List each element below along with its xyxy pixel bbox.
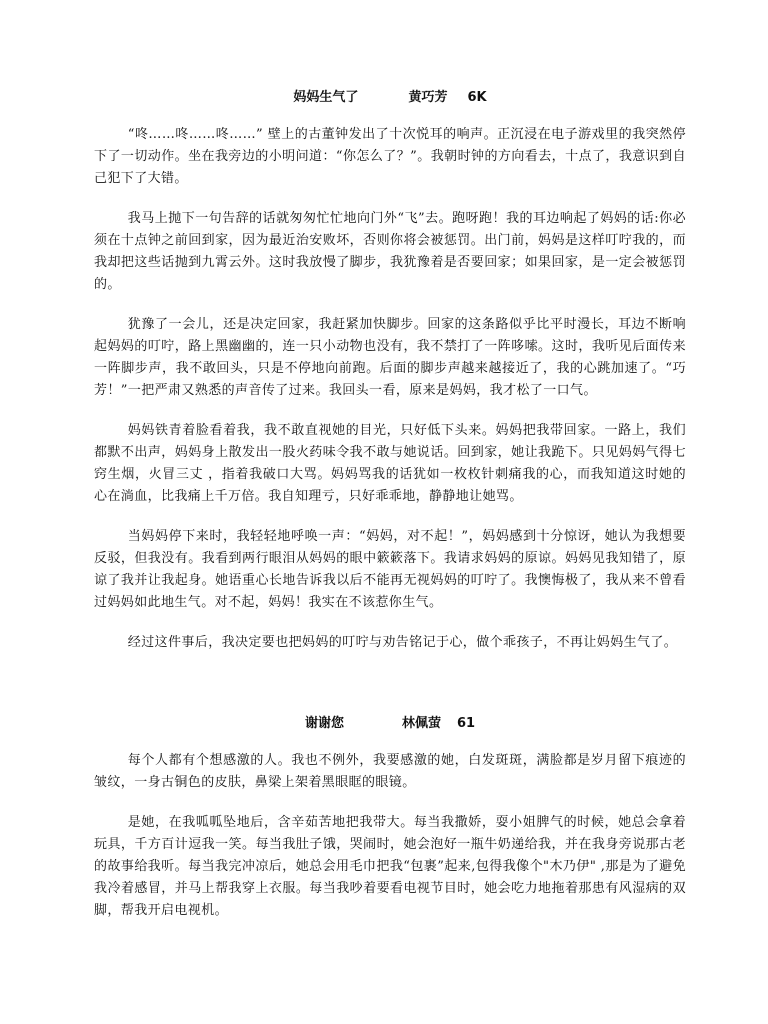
paragraph: 是她，在我呱呱坠地后，含辛茹苦地把我带大。每当我撒娇，耍小姐脾气的时候，她总会拿着玩具，千方百计逗我一笑。每当我肚子饿，哭闹时，她会泡好一瓶牛奶递给我，并在我身旁说那古老的故事给我听。每当我完冲凉后，她总会用毛巾把我“包裹”起来,包得我像个"木乃伊" ,那是为了避免我冷着感冒，并马上帮我穿上衣服。每当我吵着要看电视节目时，她会吃力地拖着那患有风湿病的双脚，帮我开启电视机。: [94, 815, 686, 918]
essay-heading: [94, 86, 686, 110]
paragraph: 经过这件事后，我决定要也把妈妈的叮咛与劝告铭记于心，做个乖孩子，不再让妈妈生气了。: [127, 635, 678, 650]
essay-author: 黄巧芳: [408, 90, 448, 105]
essay-class: 6K: [467, 90, 487, 105]
paragraph: 我马上抛下一句告辞的话就匆匆忙忙地向门外“飞”去。跑呀跑！我的耳边响起了妈妈的话:你必须在十点钟之前回到家，因为最近治安败坏，否则你将会被惩罚。出门前，妈妈是这样叮咛我的，而我却把这些话抛到九霄云外。这时我放慢了脚步，我犹豫着是否要回家；如果回家，是一定会被惩罚的。: [94, 211, 686, 292]
paragraph: 犹豫了一会儿，还是决定回家，我赶紧加快脚步。回家的这条路似乎比平时漫长，耳边不断响起妈妈的叮咛，路上黑幽幽的，连一只小动物也没有，我不禁打了一阵哆嗦。这时，我听见后面传来一阵脚步声，我不敢回头，只是不停地向前跑。后面的脚步声越来越接近了，我的心跳加速了。“巧芳！”一把严肃又熟悉的声音传了过来。我回头一看，原来是妈妈，我才松了一口气。: [94, 317, 686, 398]
essay-class: 61: [456, 716, 476, 731]
paragraph: 当妈妈停下来时，我轻轻地呼唤一声：“妈妈，对不起！”，妈妈感到十分惊讶，她认为我想要反驳，但我没有。我看到两行眼泪从妈妈的眼中簌簌落下。我请求妈妈的原谅。妈妈见我知错了，原谅了我并让我起身。她语重心长地告诉我以后不能再无视妈妈的叮咛了。我懊悔极了，我从来不曾看过妈妈如此地生气。对不起，妈妈！我实在不该惹你生气。: [94, 529, 686, 610]
essay-thank-you: [94, 712, 686, 940]
essay-heading: [94, 712, 686, 736]
essay-title: 谢谢您: [304, 716, 344, 731]
paragraph: 妈妈铁青着脸看着我，我不敢直视她的目光，只好低下头来。妈妈把我带回家。一路上，我们都默不出声，妈妈身上散发出一股火药味令我不敢与她说话。回到家，她让我跪下。只见妈妈气得七窍生烟，火冒三丈 ，指着我破口大骂。妈妈骂我的话犹如一枚枚针刺痛我的心，而我知道这时她的心在淌血，比我痛上千万倍。我自知理亏，只好乖乖地，静静地让她骂。: [94, 423, 686, 504]
paragraph: 每个人都有个想感激的人。我也不例外，我要感激的她，白发斑斑，满脸都是岁月留下痕迹的皱纹，一身古铜色的皮肤，鼻梁上架着黑眼眶的眼镜。: [94, 753, 686, 790]
essay-mama-angry: [94, 86, 686, 672]
essay-author: 林佩萤: [401, 716, 441, 731]
essay-title: 妈妈生气了: [293, 90, 359, 105]
paragraph: “咚……咚……咚……” 壁上的古董钟发出了十次悦耳的响声。正沉浸在电子游戏里的我突然停下了一切动作。坐在我旁边的小明问道：“你怎么了？”。我朝时钟的方向看去，十点了，我意识到自己犯下了大错。: [94, 127, 686, 186]
